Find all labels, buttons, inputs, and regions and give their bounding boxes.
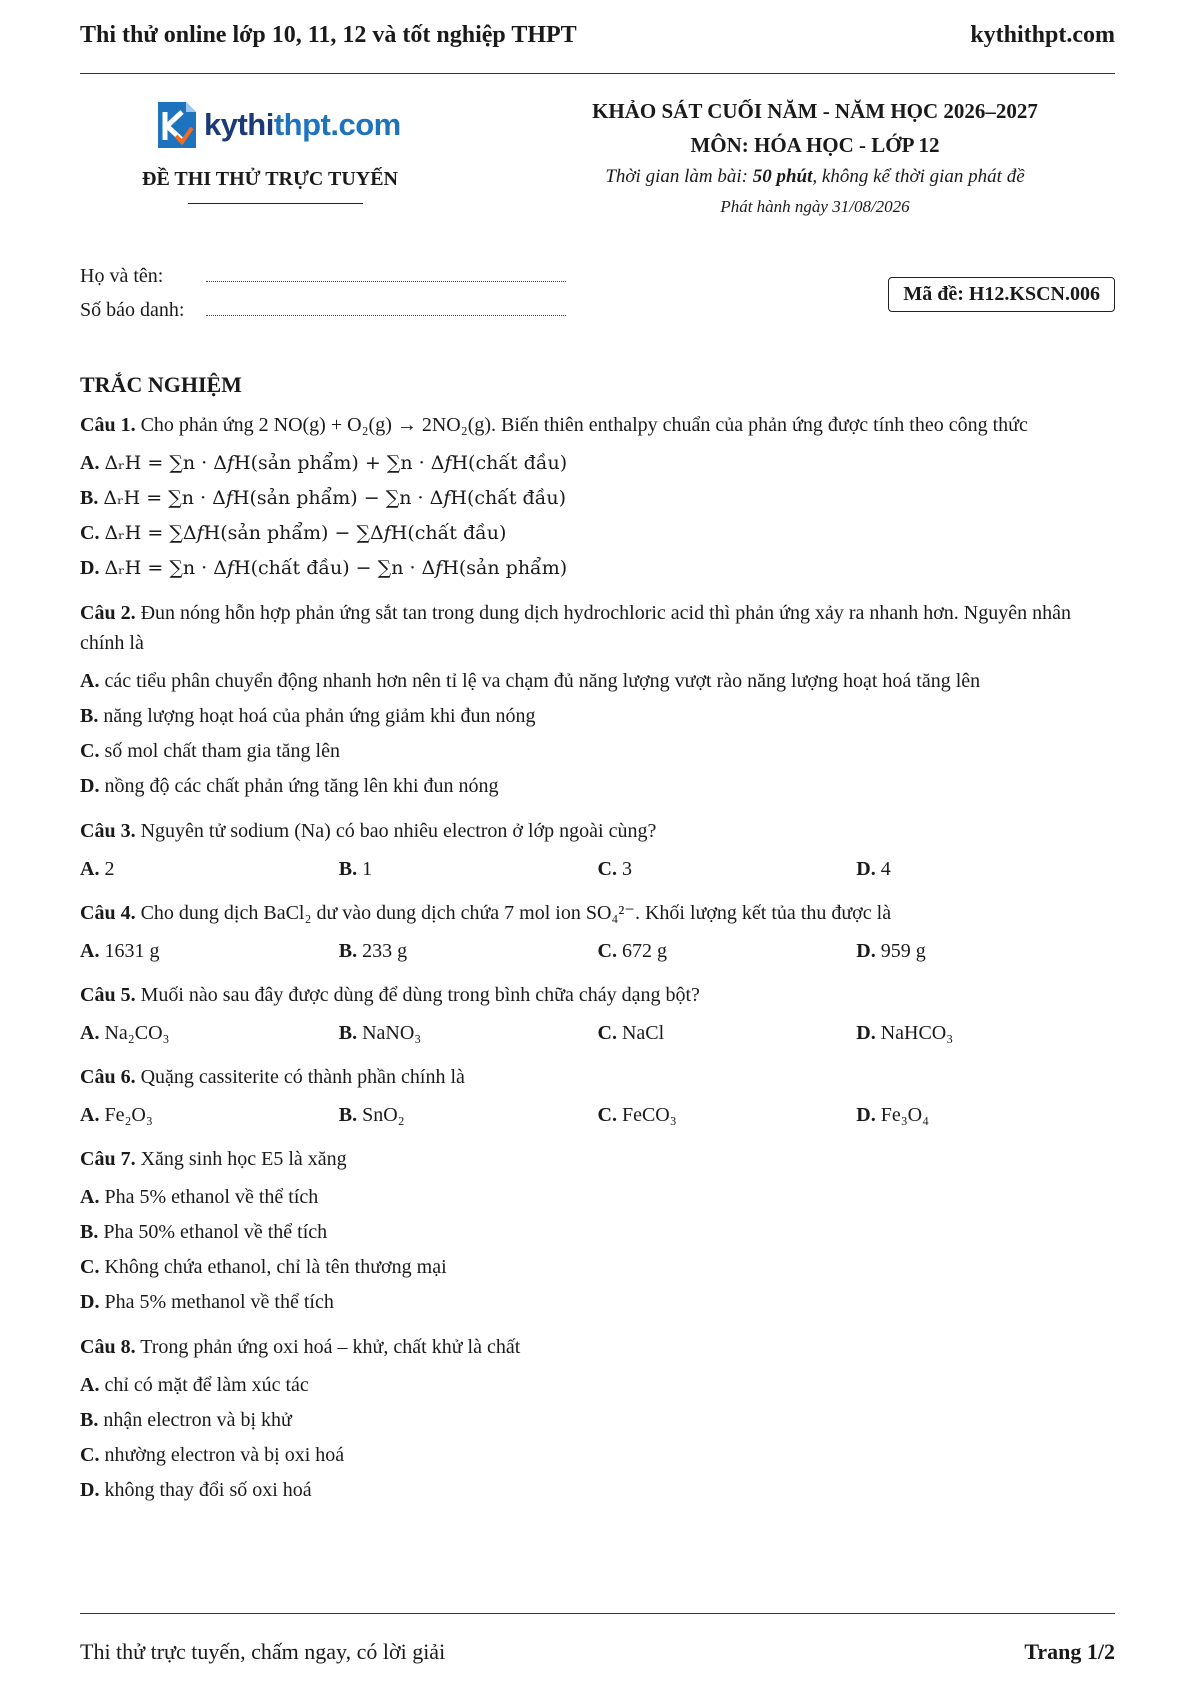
question-text: Quặng cassiterite có thành phần chính là — [140, 1066, 465, 1088]
student-id-row — [80, 299, 566, 333]
option-text: ΔᵣH = ∑Δ𝑓H(sản phẩm) − ∑Δ𝑓H(chất đầu) — [104, 522, 507, 544]
header-site-link[interactable]: kythithpt.com — [970, 22, 1115, 48]
logo-text-part1: kythi — [204, 107, 274, 142]
option-key: A. — [80, 858, 100, 880]
option-key: D. — [856, 1022, 876, 1044]
answer-option-c[interactable] — [598, 852, 857, 886]
question-text: Trong phản ứng oxi hoá – khử, chất khử là chất — [140, 1336, 521, 1358]
option-key: B. — [338, 1104, 358, 1126]
option-key: C. — [80, 522, 100, 544]
option-key: C. — [597, 858, 617, 880]
option-key: A. — [80, 940, 100, 962]
answer-options — [80, 1180, 1115, 1320]
option-key: B. — [80, 487, 99, 509]
option-text: Fe₂O₃ — [104, 1104, 153, 1126]
header-divider — [80, 73, 1115, 74]
answer-option-b[interactable] — [80, 1403, 606, 1438]
question-8 — [80, 1332, 1115, 1508]
question-5 — [80, 980, 1115, 1050]
answer-option-a[interactable] — [80, 1016, 339, 1050]
footer-divider — [80, 1613, 1115, 1614]
answer-options — [80, 1016, 1115, 1050]
option-key: C. — [80, 740, 100, 762]
answer-options — [80, 664, 1115, 804]
option-text: số mol chất tham gia tăng lên — [104, 740, 340, 762]
answer-option-b[interactable] — [80, 699, 1115, 734]
logo-wordmark — [204, 107, 401, 143]
exam-code-badge: Mã đề: H12.KSCN.006 — [888, 277, 1115, 312]
question-stem — [80, 1144, 1115, 1174]
option-key: D. — [856, 1104, 876, 1126]
option-key: A. — [80, 670, 100, 692]
answer-options — [80, 934, 1115, 968]
question-text: Muối nào sau đây được dùng để dùng trong bình chữa cháy dạng bột? — [140, 984, 700, 1006]
option-key: D. — [80, 1479, 100, 1501]
question-number: Câu 5. — [80, 984, 136, 1006]
option-text: FeCO₃ — [621, 1104, 677, 1126]
answer-option-d[interactable] — [80, 1473, 606, 1508]
option-key: A. — [80, 1374, 100, 1396]
answer-option-d[interactable] — [856, 934, 1115, 968]
question-stem — [80, 410, 1115, 440]
option-key: A. — [80, 1104, 100, 1126]
answer-option-b[interactable] — [339, 1016, 598, 1050]
answer-option-a[interactable] — [80, 1368, 606, 1403]
option-text: 1 — [362, 858, 373, 880]
logo-icon — [152, 100, 198, 150]
answer-option-a[interactable] — [80, 446, 1115, 481]
option-key: D. — [856, 940, 876, 962]
exam-time-prefix: Thời gian làm bài: — [605, 166, 753, 187]
question-3 — [80, 816, 1115, 886]
header-left-text: Thi thử online lớp 10, 11, 12 và tốt nghiệp THPT — [80, 22, 577, 48]
student-name-field[interactable] — [206, 267, 566, 282]
option-text: 2 — [104, 858, 115, 880]
exam-info — [520, 96, 1110, 222]
option-key: D. — [80, 557, 100, 579]
student-info — [80, 265, 566, 333]
answer-option-c[interactable] — [80, 1250, 606, 1285]
question-list — [80, 410, 1115, 1520]
question-6 — [80, 1062, 1115, 1132]
question-text: Đun nóng hỗn hợp phản ứng sắt tan trong dung dịch hydrochloric acid thì phản ứng xảy ra nhanh hơn. Nguyên nhân chính là — [80, 602, 1072, 654]
exam-page — [80, 0, 1115, 1684]
option-key: B. — [80, 1409, 99, 1431]
question-stem — [80, 598, 1115, 658]
option-key: A. — [80, 452, 100, 474]
option-text: Không chứa ethanol, chỉ là tên thương mại — [104, 1256, 447, 1278]
page-footer — [80, 1639, 1115, 1665]
option-text: nhận electron và bị khử — [103, 1409, 292, 1431]
answer-option-d[interactable] — [856, 852, 1115, 886]
question-number: Câu 7. — [80, 1148, 136, 1170]
option-key: B. — [338, 858, 358, 880]
option-key: D. — [80, 775, 100, 797]
question-number: Câu 3. — [80, 820, 136, 842]
student-id-label: Số báo danh: — [80, 299, 185, 321]
option-key: C. — [597, 940, 617, 962]
answer-option-b[interactable] — [339, 852, 598, 886]
option-text: 959 g — [880, 940, 926, 962]
option-text: Pha 50% ethanol về thể tích — [103, 1221, 328, 1243]
answer-option-c[interactable] — [598, 1098, 857, 1132]
question-number: Câu 2. — [80, 602, 136, 624]
option-text: 3 — [621, 858, 632, 880]
option-key: A. — [80, 1022, 100, 1044]
online-label-underline — [188, 203, 363, 204]
answer-option-d[interactable] — [80, 551, 1115, 586]
option-key: B. — [80, 1221, 99, 1243]
exam-time-value: 50 phút — [752, 166, 813, 187]
exam-release-date: Phát hành ngày 31/08/2026 — [720, 197, 910, 216]
site-logo[interactable] — [152, 100, 401, 150]
exam-subject: MÔN: HÓA HỌC - LỚP 12 — [690, 133, 940, 157]
option-text: nhường electron và bị oxi hoá — [104, 1444, 345, 1466]
option-text: NaHCO₃ — [880, 1022, 954, 1044]
option-text: năng lượng hoạt hoá của phản ứng giảm khi đun nóng — [103, 705, 536, 727]
answer-option-a[interactable] — [80, 1180, 606, 1215]
option-text: ΔᵣH = ∑n · Δ𝑓H(sản phẩm) + ∑n · Δ𝑓H(chất đầu) — [104, 452, 568, 474]
question-1 — [80, 410, 1115, 586]
question-stem — [80, 816, 1115, 846]
option-text: chỉ có mặt để làm xúc tác — [104, 1374, 309, 1396]
exam-time-suffix: , không kể thời gian phát đề — [812, 166, 1025, 187]
question-number: Câu 8. — [80, 1336, 136, 1358]
option-key: B. — [80, 705, 99, 727]
option-key: B. — [338, 1022, 358, 1044]
question-2 — [80, 598, 1115, 804]
question-number: Câu 1. — [80, 414, 136, 436]
option-key: D. — [856, 858, 876, 880]
exam-title: KHẢO SÁT CUỐI NĂM - NĂM HỌC 2026–2027 — [592, 99, 1038, 123]
answer-option-a[interactable] — [80, 852, 339, 886]
answer-options — [80, 852, 1115, 886]
option-key: C. — [80, 1256, 100, 1278]
page-header — [80, 22, 1115, 49]
question-number: Câu 6. — [80, 1066, 136, 1088]
question-7 — [80, 1144, 1115, 1320]
question-stem — [80, 1332, 1115, 1362]
option-text: NaNO₃ — [362, 1022, 422, 1044]
answer-option-b[interactable] — [80, 1215, 606, 1250]
page-number: Trang 1/2 — [1024, 1639, 1115, 1664]
question-text: Cho dung dịch BaCl₂ dư vào dung dịch chứa 7 mol ion SO₄²⁻. Khối lượng kết tủa thu được là — [140, 902, 892, 924]
option-key: B. — [338, 940, 358, 962]
option-key: A. — [80, 1186, 100, 1208]
option-key: D. — [80, 1291, 100, 1313]
option-text: 4 — [880, 858, 891, 880]
option-text: không thay đổi số oxi hoá — [104, 1479, 312, 1501]
option-text: nồng độ các chất phản ứng tăng lên khi đun nóng — [104, 775, 499, 797]
question-stem — [80, 980, 1115, 1010]
logo-text-part2: thpt.com — [273, 107, 401, 142]
question-stem — [80, 898, 1115, 928]
option-text: NaCl — [621, 1022, 665, 1044]
answer-options — [80, 446, 1115, 586]
student-name-label: Họ và tên: — [80, 265, 164, 287]
option-text: 672 g — [621, 940, 667, 962]
option-text: Fe₃O₄ — [880, 1104, 930, 1126]
option-text: 1631 g — [104, 940, 160, 962]
question-text: Xăng sinh học E5 là xăng — [140, 1148, 347, 1170]
answer-option-c[interactable] — [80, 1438, 606, 1473]
answer-option-d[interactable] — [80, 1285, 606, 1320]
option-key: C. — [597, 1104, 617, 1126]
option-text: ΔᵣH = ∑n · Δ𝑓H(sản phẩm) − ∑n · Δ𝑓H(chất đầu) — [103, 487, 567, 509]
student-name-row — [80, 265, 566, 299]
answer-option-b[interactable] — [80, 481, 1115, 516]
student-id-field[interactable] — [206, 301, 566, 316]
question-text: Cho phản ứng 2 NO(g) + O₂(g) → 2NO₂(g). Biến thiên enthalpy chuẩn của phản ứng được tính theo công thức — [140, 414, 1028, 436]
answer-option-c[interactable] — [80, 734, 1115, 769]
option-text: SnO₂ — [362, 1104, 405, 1126]
answer-option-d[interactable] — [856, 1016, 1115, 1050]
answer-option-a[interactable] — [80, 664, 1115, 699]
answer-options — [80, 1368, 1115, 1508]
answer-option-b[interactable] — [339, 934, 598, 968]
section-title: TRẮC NGHIỆM — [80, 372, 242, 397]
answer-option-d[interactable] — [856, 1098, 1115, 1132]
answer-option-b[interactable] — [339, 1098, 598, 1132]
answer-options — [80, 1098, 1115, 1132]
answer-option-c[interactable] — [80, 516, 1115, 551]
question-number: Câu 4. — [80, 902, 136, 924]
footer-slogan: Thi thử trực tuyến, chấm ngay, có lời giải — [80, 1639, 446, 1664]
exam-duration — [520, 162, 1110, 192]
option-text: Na₂CO₃ — [104, 1022, 170, 1044]
question-stem — [80, 1062, 1115, 1092]
option-key: C. — [80, 1444, 100, 1466]
answer-option-c[interactable] — [598, 1016, 857, 1050]
question-4 — [80, 898, 1115, 968]
answer-option-d[interactable] — [80, 769, 1115, 804]
answer-option-c[interactable] — [598, 934, 857, 968]
option-text: Pha 5% methanol về thể tích — [104, 1291, 334, 1313]
answer-option-a[interactable] — [80, 934, 339, 968]
question-text: Nguyên tử sodium (Na) có bao nhiêu electron ở lớp ngoài cùng? — [140, 820, 657, 842]
option-text: Pha 5% ethanol về thể tích — [104, 1186, 319, 1208]
option-text: các tiểu phân chuyển động nhanh hơn nên tỉ lệ va chạm đủ năng lượng vượt rào năng lượng hoạt hoá tăng lên — [104, 670, 981, 692]
online-exam-label: ĐỀ THI THỬ TRỰC TUYẾN — [142, 168, 398, 190]
answer-option-a[interactable] — [80, 1098, 339, 1132]
option-text: 233 g — [362, 940, 408, 962]
option-text: ΔᵣH = ∑n · Δ𝑓H(chất đầu) − ∑n · Δ𝑓H(sản phẩm) — [104, 557, 568, 579]
option-key: C. — [597, 1022, 617, 1044]
